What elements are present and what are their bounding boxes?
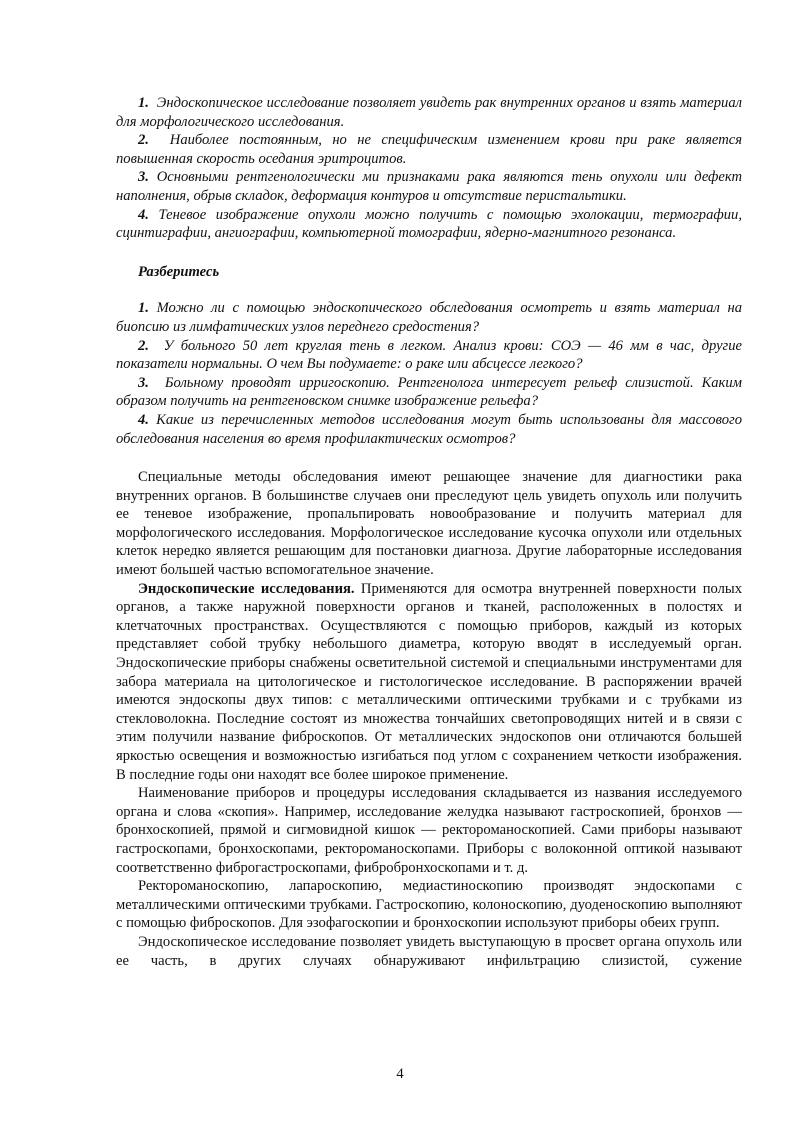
answer-number: 1. xyxy=(138,95,149,111)
question-number: 1. xyxy=(138,300,149,317)
answer-item xyxy=(116,168,742,205)
answer-text: Теневое изображение опухоли можно получить с помощью эхолокации, термографии, сцинтиграфии, ангиографии, компьютерной томографии, ядерно-магнитного резонанса. xyxy=(116,206,742,242)
page-number: 4 xyxy=(396,1066,404,1082)
body-paragraph: Эндоскопическое исследование позволяет увидеть выступающую в просвет органа опухоль или ее часть, в других случаях обнаруживают инфильтрацию слизистой, сужение xyxy=(116,933,742,969)
question-text: У больного 50 лет круглая тень в легком. Анализ крови: СОЭ — 46 мм в час, другие показатели нормальны. О чем Вы подумаете: о раке или абсцессе легкого? xyxy=(116,337,743,373)
section-heading: Разберитесь xyxy=(138,263,220,280)
answer-item xyxy=(116,206,742,243)
question-number: 3. xyxy=(138,374,149,391)
question-item xyxy=(116,299,742,336)
questions-block xyxy=(116,299,742,448)
body-paragraph: Наименование приборов и процедуры исследования складывается из названия исследуемого органа и слова «скопия». Например, исследование желудка называют гастроскопией, бронхов — бронхоскопией, прямой и сигмовидной кишок — ректороманоскопией. Сами приборы называют гастроскопами, бронхоскопами, ректороманоскопами. Приборы с волоконной оптикой называют соответственно фиброгастроскопами, фибробронхоскопами и т. д. xyxy=(116,785,742,876)
answers-block xyxy=(116,94,742,243)
page-content xyxy=(116,94,742,970)
paragraph-heading: Эндоскопические исследования. xyxy=(138,580,355,597)
answer-text: Эндоскопическое исследование позволяет увидеть рак внутренних органов и взять материал для морфологического исследования. xyxy=(116,95,742,130)
question-item xyxy=(116,411,742,448)
paragraph-text: Применяются для осмотра внутренней поверхности полых органов, а также наружной поверхности органов и тканей, расположенных в полостях и клетчаточных пространствах. Осуществляются с помощью приборов, каждый из которых представляет собой трубку небольшого диаметра, которую вводят в исследуемый орган. Эндоскопические приборы снабжены осветительной системой и специальными инструментами для забора материала на цитологическое и гистологическое исследование. В распоряжении врачей имеются эндоскопы двух типов: с металлическими оптическими трубками и с трубками из стекловолокна. Последние состоят из множества тончайших светопроводящих нитей и в связи с этим получили название фиброскопов. От металлических эндоскопов они отличаются большей яркостью освещения и возможностью изгибаться под углом с сохранением четкости изображения. В последние годы они находят все более широкое применение. xyxy=(116,580,743,783)
answer-number: 2. xyxy=(138,132,149,149)
question-text: Можно ли с помощью эндоскопического обследования осмотреть и взять материал на биопсию из лимфатических узлов переднего средостения? xyxy=(116,300,742,335)
question-number: 4. xyxy=(138,411,149,428)
body-text xyxy=(116,468,742,970)
body-paragraph: Специальные методы обследования имеют решающее значение для диагностики рака внутренних органов. В большинстве случаев они преследуют цель увидеть опухоль или получить ее теневое изображение, пропальпировать новообразование и получить материал для морфологического исследования. Морфологическое исследование кусочка опухоли или отдельных клеток нередко является решающим для постановки диагноза. Другие лабораторные исследования имеют большей частью вспомогательное значение. xyxy=(116,469,742,579)
body-paragraph: Ректороманоскопию, лапароскопию, медиастиноскопию производят эндоскопами с металлическими оптическими трубками. Гастроскопию, колоноскопию, дуоденоскопию выполняют с помощью фиброскопов. Для эзофагоскопии и бронхоскопии используют приборы обеих групп. xyxy=(116,878,742,932)
question-item xyxy=(116,374,742,411)
answer-text: Наиболее постоянным, но не специфическим изменением крови при раке является повышенная скорость оседания эритроцитов. xyxy=(116,132,743,167)
body-paragraph xyxy=(116,580,742,785)
question-text: Больному проводят ирригоскопию. Рентгенолога интересует рельеф слизистой. Каким образом получить на рентгеновском снимке изображение рельефа? xyxy=(116,374,742,410)
spacer xyxy=(116,448,742,468)
question-text: Какие из перечисленных методов исследования могут быть использованы для массового обследования населения во время профилактических осмотров? xyxy=(116,411,742,447)
question-number: 2. xyxy=(138,337,149,354)
answer-number: 3. xyxy=(138,169,149,186)
question-item xyxy=(116,337,742,374)
answer-number: 4. xyxy=(138,206,149,223)
answer-item xyxy=(116,131,742,168)
answer-item xyxy=(116,94,742,131)
answer-text: Основными рентгенологически ми признаками рака являются тень опухоли или дефект наполнения, обрыв складок, деформация контуров и отсутствие перистальтики. xyxy=(116,169,742,204)
